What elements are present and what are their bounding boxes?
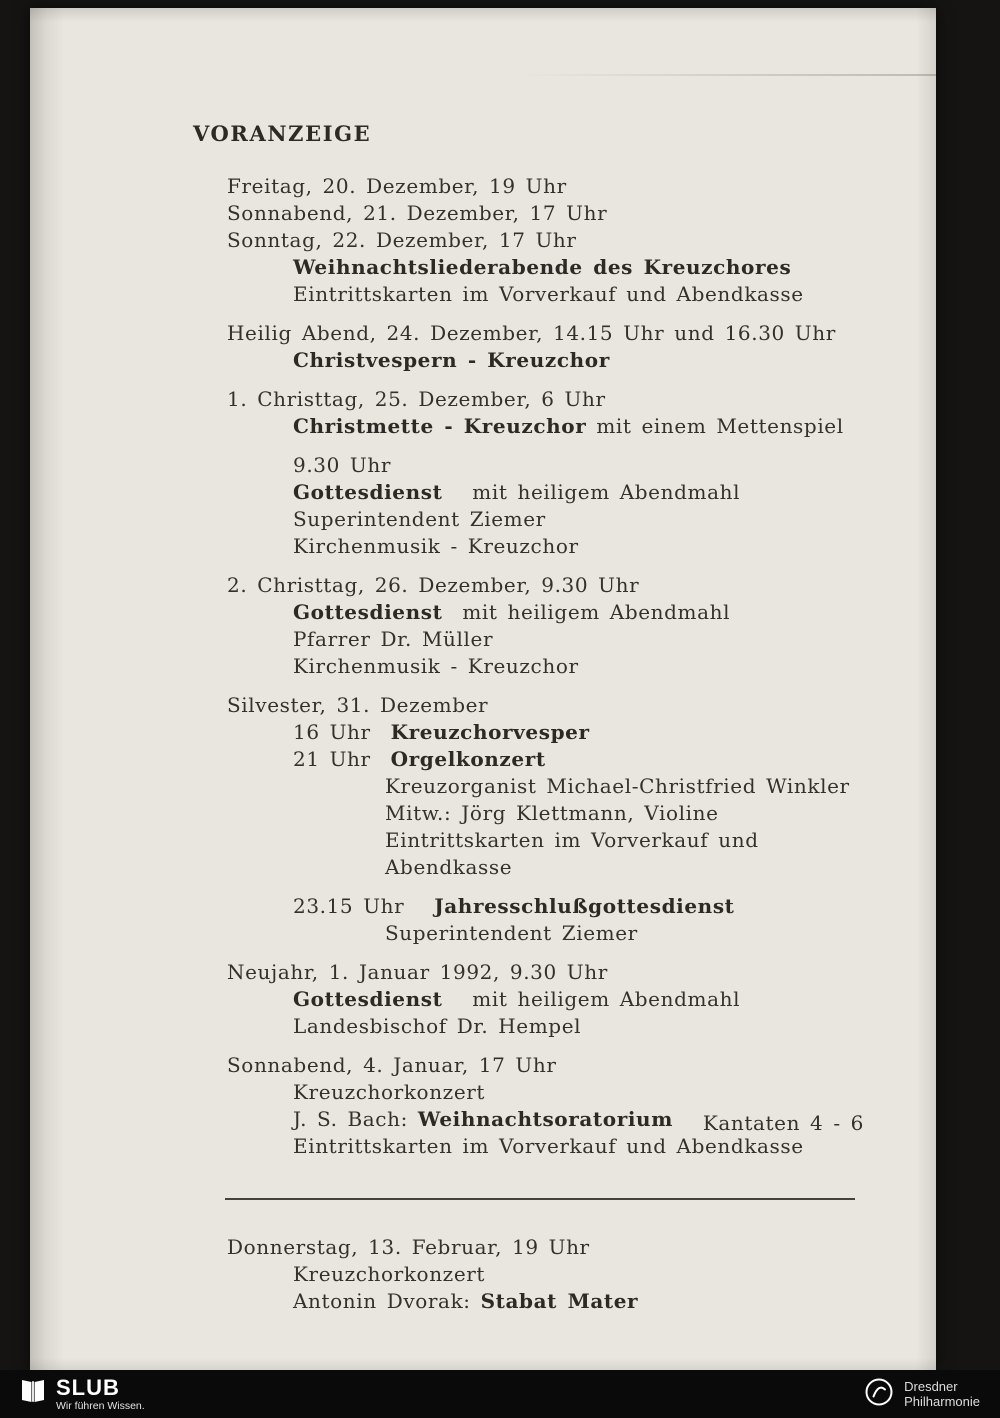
text-line: Landesbischof Dr. Hempel — [293, 1014, 582, 1038]
text-line: Eintrittskarten im Vorverkauf und Abendkasse — [293, 282, 804, 306]
schedule-block — [193, 893, 936, 947]
text-line: 21 Uhr Orgelkonzert — [293, 747, 546, 771]
schedule-block — [193, 1234, 936, 1315]
open-book-icon — [20, 1377, 46, 1410]
schedule-block — [193, 386, 936, 440]
text-line: Abendkasse — [385, 855, 513, 879]
text-line: Superintendent Ziemer — [385, 921, 638, 945]
text-line: Pfarrer Dr. Müller — [293, 627, 494, 651]
schedule-block — [193, 692, 936, 881]
text-line: Eintrittskarten im Vorverkauf und — [385, 828, 759, 852]
paper-crease — [516, 74, 936, 76]
text-line: Silvester, 31. Dezember — [227, 693, 489, 717]
text-line: Gottesdienst mit heiligem Abendmahl — [293, 480, 741, 504]
text-line: Neujahr, 1. Januar 1992, 9.30 Uhr — [227, 960, 608, 984]
schedule-block — [193, 572, 936, 680]
text-line: Superintendent Ziemer — [293, 507, 546, 531]
text-line: 23.15 Uhr Jahresschlußgottesdienst — [293, 894, 735, 918]
text-line: Christmette - Kreuzchor mit einem Mettenspiel — [293, 414, 844, 438]
page-content — [193, 120, 936, 1327]
text-line: Sonnabend, 4. Januar, 17 Uhr — [227, 1053, 557, 1077]
text-line: 1. Christtag, 25. Dezember, 6 Uhr — [227, 387, 606, 411]
text-line: Kreuzorganist Michael-Christfried Winkler — [385, 774, 850, 798]
text-line: Kirchenmusik - Kreuzchor — [293, 534, 579, 558]
page-title: VORANZEIGE — [193, 121, 372, 146]
schedule-block — [193, 173, 936, 308]
scanned-page — [30, 8, 936, 1370]
text-line: 9.30 Uhr — [293, 453, 391, 477]
philharmonie-wordmark — [904, 1379, 980, 1409]
text-line: Gottesdienst mit heiligem Abendmahl — [293, 987, 741, 1011]
text-line: Antonin Dvorak: Stabat Mater — [293, 1289, 639, 1313]
text-line: Sonntag, 22. Dezember, 17 Uhr — [227, 228, 577, 252]
slub-name: SLUB — [56, 1374, 120, 1400]
philharmonie-line1: Dresdner — [904, 1379, 958, 1394]
schedule-block — [193, 452, 936, 560]
text-line: Kreuzchorkonzert — [293, 1080, 486, 1104]
schedule-block — [193, 1052, 936, 1160]
schedule-block — [193, 959, 936, 1040]
text-line: 2. Christtag, 26. Dezember, 9.30 Uhr — [227, 573, 640, 597]
section-divider — [225, 1198, 855, 1200]
text-line: J. S. Bach: Weihnachtsoratorium Kantaten 4 - 6 — [293, 1107, 864, 1135]
schedule-block — [193, 320, 936, 374]
viewer-footer — [0, 1370, 1000, 1418]
text-line: Weihnachtsliederabende des Kreuzchores — [293, 255, 792, 279]
text-line: Donnerstag, 13. Februar, 19 Uhr — [227, 1235, 590, 1259]
slub-logo[interactable] — [20, 1376, 145, 1412]
text-line: Mitw.: Jörg Klettmann, Violine — [385, 801, 719, 825]
text-line: Sonnabend, 21. Dezember, 17 Uhr — [227, 201, 608, 225]
philharmonie-line2: Philharmonie — [904, 1394, 980, 1409]
text-line: Eintrittskarten im Vorverkauf und Abendkasse — [293, 1134, 804, 1158]
slub-tagline: Wir führen Wissen. — [56, 1400, 145, 1413]
text-line: Freitag, 20. Dezember, 19 Uhr — [227, 174, 567, 198]
text-line: Heilig Abend, 24. Dezember, 14.15 Uhr und 16.30 Uhr — [227, 321, 836, 345]
slub-wordmark — [56, 1376, 145, 1412]
circle-logo-icon — [864, 1377, 894, 1412]
text-line: 16 Uhr Kreuzchorvesper — [293, 720, 590, 744]
text-line: Kreuzchorkonzert — [293, 1262, 486, 1286]
text-line: Gottesdienst mit heiligem Abendmahl — [293, 600, 731, 624]
document-body — [193, 173, 936, 1315]
philharmonie-logo[interactable] — [864, 1377, 980, 1412]
text-line: Christvespern - Kreuzchor — [293, 348, 610, 372]
text-line: Kirchenmusik - Kreuzchor — [293, 654, 579, 678]
